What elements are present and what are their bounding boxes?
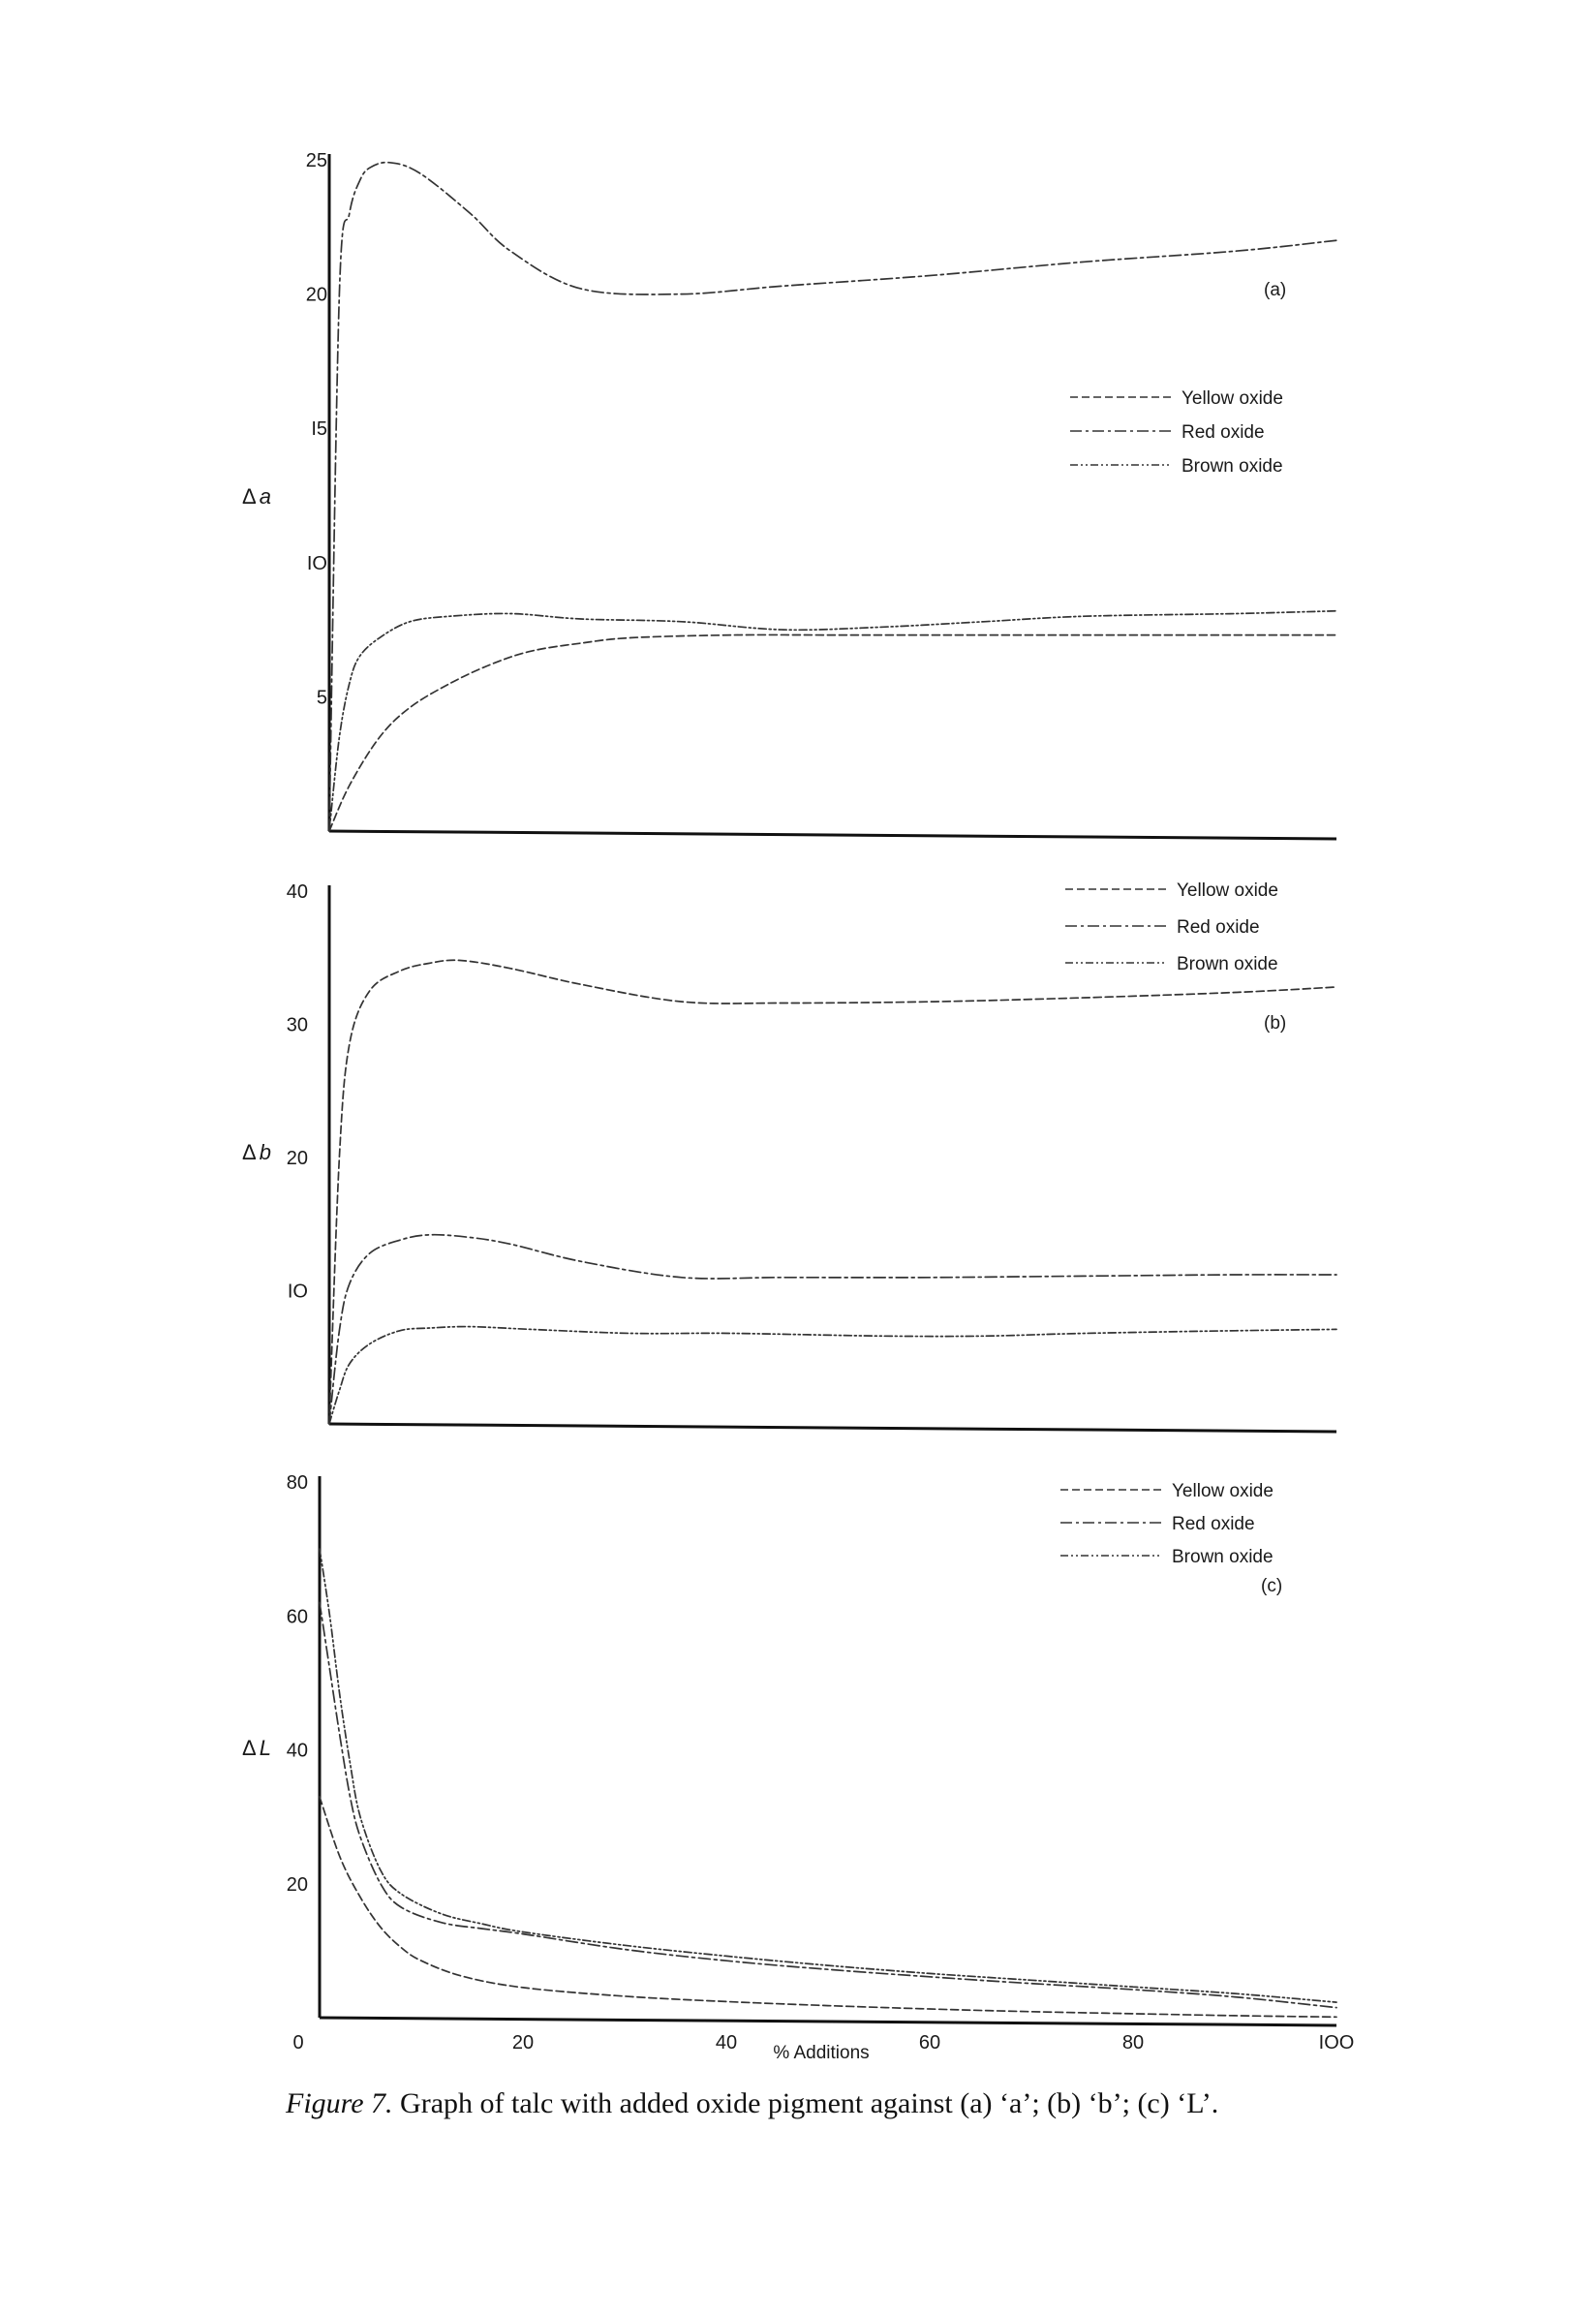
x-axis — [320, 2018, 1336, 2025]
caption-text: Graph of talc with added oxide pigment against (a) ‘a’; (b) ‘b’; (c) ‘L’. — [400, 2087, 1219, 2119]
y-tick-label: 60 — [286, 1606, 308, 1628]
series-line-brown-oxide — [329, 1327, 1336, 1424]
y-axis-label: Δ L — [242, 1736, 271, 1760]
x-tick-label: 0 — [292, 2032, 304, 2054]
y-axis-label: Δ b — [242, 1140, 271, 1164]
legend-label: Red oxide — [1172, 1514, 1255, 1534]
y-tick-label: 20 — [286, 1148, 308, 1169]
y-tick-label: 25 — [305, 150, 327, 171]
panel-c — [242, 1472, 1354, 2063]
x-tick-label: 60 — [918, 2032, 941, 2054]
legend-label: Red oxide — [1182, 422, 1265, 443]
panel-b — [242, 880, 1336, 1432]
panel-label: (a) — [1264, 280, 1287, 300]
y-tick-label: 30 — [286, 1014, 308, 1036]
legend-label: Yellow oxide — [1182, 388, 1283, 409]
panel-a — [242, 150, 1336, 839]
y-tick-label: IO — [306, 552, 327, 574]
x-tick-label: 40 — [715, 2032, 738, 2054]
legend-label: Brown oxide — [1177, 954, 1278, 974]
series-line-yellow-oxide — [320, 1797, 1336, 2017]
series-line-yellow-oxide — [329, 634, 1336, 831]
series-line-brown-oxide — [320, 1549, 1336, 2002]
figure-caption — [286, 2087, 1448, 2120]
y-tick-label: IO — [287, 1281, 308, 1303]
legend-label: Red oxide — [1177, 917, 1260, 938]
legend-label: Yellow oxide — [1177, 880, 1278, 901]
series-line-red-oxide — [329, 163, 1336, 831]
y-tick-label: 5 — [316, 687, 327, 709]
y-tick-label: 20 — [286, 1873, 308, 1896]
x-tick-label: 80 — [1121, 2032, 1145, 2054]
legend-label: Yellow oxide — [1172, 1481, 1274, 1501]
x-axis — [329, 1424, 1336, 1432]
caption-figure-label: Figure 7. — [286, 2087, 393, 2119]
panel-label: (c) — [1261, 1576, 1283, 1596]
y-tick-label: 80 — [286, 1472, 308, 1494]
series-line-red-oxide — [329, 1235, 1336, 1424]
legend-label: Brown oxide — [1172, 1547, 1274, 1567]
legend-label: Brown oxide — [1182, 456, 1283, 477]
x-axis — [329, 831, 1336, 839]
y-axis-label: Δ a — [242, 484, 271, 509]
panel-label: (b) — [1264, 1013, 1287, 1034]
x-tick-label: 20 — [511, 2032, 535, 2054]
x-axis-label: % Additions — [773, 2043, 870, 2063]
x-tick-label: IOO — [1318, 2032, 1355, 2054]
series-line-red-oxide — [320, 1602, 1336, 2007]
y-tick-label: I5 — [311, 418, 327, 441]
y-tick-label: 40 — [286, 1740, 308, 1762]
y-tick-label: 20 — [305, 284, 327, 306]
series-line-yellow-oxide — [329, 960, 1336, 1424]
series-line-brown-oxide — [329, 611, 1336, 831]
y-tick-label: 40 — [286, 881, 308, 903]
